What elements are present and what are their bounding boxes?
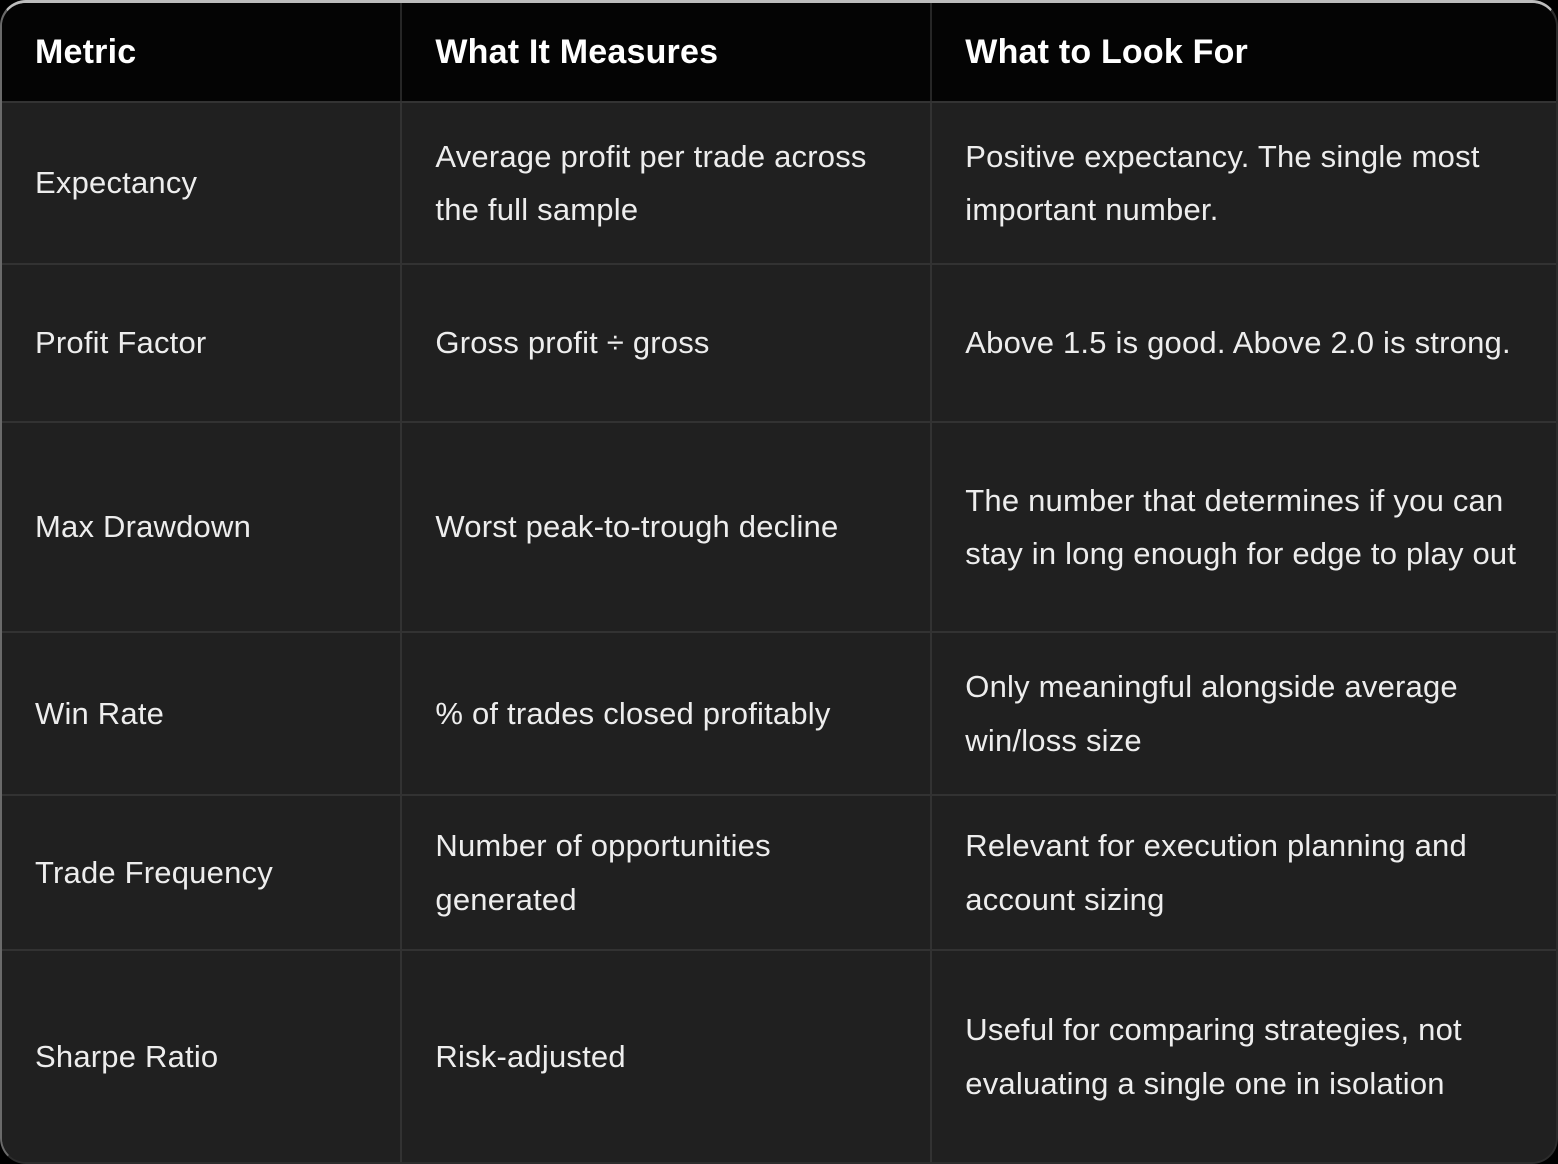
table-row (2, 950, 1556, 1162)
table-header-row (2, 3, 1556, 102)
cell-look-for: Positive expectancy. The single most important number. (931, 102, 1556, 264)
cell-look-for: Useful for comparing strategies, not evaluating a single one in isolation (931, 950, 1556, 1162)
cell-metric: Sharpe Ratio (2, 950, 401, 1162)
table-row (2, 795, 1556, 950)
cell-look-for: Only meaningful alongside average win/loss size (931, 632, 1556, 795)
cell-measures: Average profit per trade across the full sample (401, 102, 931, 264)
cell-look-for: Relevant for execution planning and account sizing (931, 795, 1556, 950)
cell-measures: Number of opportunities generated (401, 795, 931, 950)
cell-metric: Max Drawdown (2, 422, 401, 632)
metrics-table (2, 3, 1556, 1162)
column-header-metric: Metric (2, 3, 401, 102)
cell-look-for: Above 1.5 is good. Above 2.0 is strong. (931, 264, 1556, 422)
cell-measures: Risk-adjusted (401, 950, 931, 1162)
cell-look-for: The number that determines if you can stay in long enough for edge to play out (931, 422, 1556, 632)
cell-metric: Trade Frequency (2, 795, 401, 950)
cell-metric: Profit Factor (2, 264, 401, 422)
column-header-what-it-measures: What It Measures (401, 3, 931, 102)
table-row (2, 632, 1556, 795)
column-header-what-to-look-for: What to Look For (931, 3, 1556, 102)
cell-measures: Worst peak-to-trough decline (401, 422, 931, 632)
cell-measures: Gross profit ÷ gross (401, 264, 931, 422)
cell-metric: Win Rate (2, 632, 401, 795)
table-row (2, 264, 1556, 422)
cell-metric: Expectancy (2, 102, 401, 264)
table-row (2, 102, 1556, 264)
cell-measures: % of trades closed profitably (401, 632, 931, 795)
table-row (2, 422, 1556, 632)
